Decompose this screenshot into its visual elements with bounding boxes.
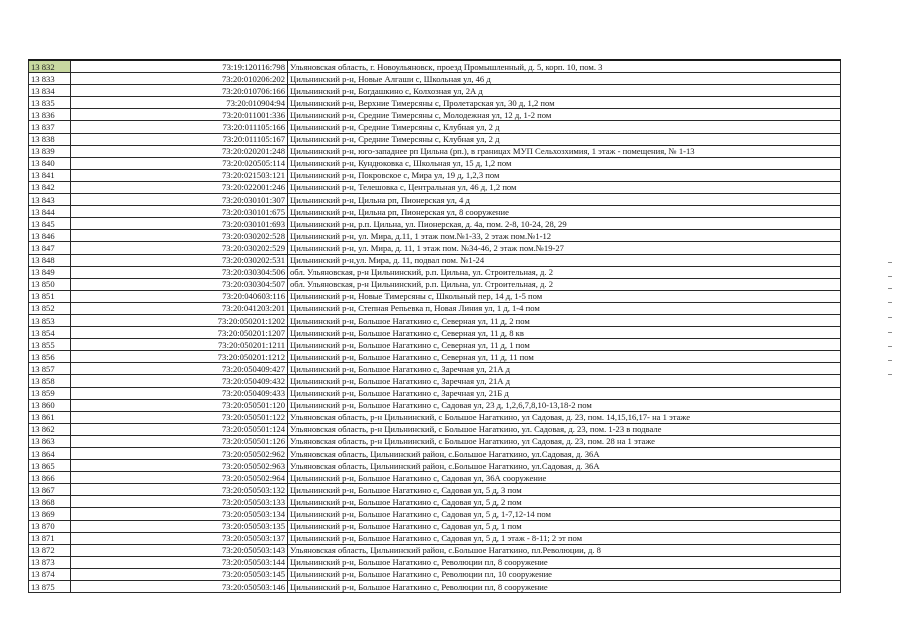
address-cell: Цильнинский р-н, Большое Нагаткино с, Садовая ул, 5 д, 1-7,12-14 пом [288,508,841,520]
table-row [29,508,841,520]
table-row [29,351,841,363]
row-number-cell: 13 873 [29,556,71,568]
address-cell: обл. Ульяновская, р-н Цильнинский, р.п. Цильна, ул. Строительная, д. 2 [288,278,841,290]
cadastral-number-cell: 73:20:050201:1212 [71,351,288,363]
table-row [29,242,841,254]
row-number-cell: 13 863 [29,435,71,447]
table-row [29,532,841,544]
table-row [29,339,841,351]
row-number-cell: 13 859 [29,387,71,399]
cadastral-number-cell: 73:20:050201:1211 [71,339,288,351]
row-number-cell: 13 866 [29,472,71,484]
address-cell: Ульяновская область, р-н Цильнинский, с Большое Нагаткино, ул. Садовая, д. 23, пом. 1-23 в подвале [288,423,841,435]
table-row [29,375,841,387]
cadastral-number-cell: 73:20:050502:963 [71,460,288,472]
address-cell: Цильнинский р-н, ул. Мира, д.11, 1 этаж пом.№1-33, 2 этаж пом.№1-12 [288,230,841,242]
cadastral-number-cell: 73:20:050503:137 [71,532,288,544]
table-row [29,230,841,242]
table-row [29,109,841,121]
table-row [29,302,841,314]
address-cell: Цильнинский р-н, ул. Мира, д. 11, 1 этаж пом. №34-46, 2 этаж пом.№19-27 [288,242,841,254]
cadastral-number-cell: 73:20:050503:145 [71,568,288,580]
row-number-cell: 13 849 [29,266,71,278]
table-row [29,399,841,411]
row-number-cell: 13 842 [29,181,71,193]
cadastral-number-cell: 73:20:030101:307 [71,194,288,206]
address-cell: Цильнинский р-н, Большое Нагаткино с, Революции пл, 8 сооружение [288,556,841,568]
cadastral-number-cell: 73:20:021503:121 [71,169,288,181]
table-row [29,484,841,496]
address-cell: Цильнинский р-н, Большое Нагаткино с, Садовая ул, 5 д, 2 пом [288,496,841,508]
row-number-cell: 13 871 [29,532,71,544]
table-row [29,520,841,532]
cadastral-number-cell: 73:20:050409:432 [71,375,288,387]
address-cell: Цильнинский р-н, Покровское с, Мира ул, 19 д, 1,2,3 пом [288,169,841,181]
cadastral-number-cell: 73:20:030202:528 [71,230,288,242]
cadastral-number-cell: 73:20:050503:146 [71,581,288,593]
table-row [29,496,841,508]
row-number-cell: 13 845 [29,218,71,230]
row-number-cell: 13 833 [29,73,71,85]
cadastral-number-cell: 73:20:050201:1207 [71,327,288,339]
cadastral-number-cell: 73:20:050501:122 [71,411,288,423]
address-cell: Цильнинский р-н, Большое Нагаткино с, Заречная ул, 21А д [288,375,841,387]
address-cell: Цильнинский р-н, Средние Тимерсяны с, Молодежная ул, 12 д, 1-2 пом [288,109,841,121]
row-number-cell: 13 854 [29,327,71,339]
table-row [29,206,841,218]
row-number-cell: 13 846 [29,230,71,242]
row-number-cell: 13 868 [29,496,71,508]
table-row [29,254,841,266]
table-row [29,448,841,460]
address-cell: Цильнинский р-н, Цильна рп, Пионерская ул, 4 д [288,194,841,206]
address-cell: Цильнинский р-н, юго-западнее рп Цильна (рп.), в границах МУП Сельхозхимия, 1 этаж - помещения, № 1-13 [288,145,841,157]
table-row [29,387,841,399]
table-row [29,133,841,145]
table-row [29,85,841,97]
row-number-cell: 13 835 [29,97,71,109]
address-cell: Цильнинский р-н, Большое Нагаткино с, Садовая ул, 36А сооружение [288,472,841,484]
address-cell: Цильнинский р-н, Большое Нагаткино с, Садовая ул, 5 д, 1 этаж - 8-11; 2 эт пом [288,532,841,544]
row-number-cell: 13 844 [29,206,71,218]
cadastral-number-cell: 73:20:010206:202 [71,73,288,85]
cadastral-number-cell: 73:20:020505:114 [71,157,288,169]
row-number-cell: 13 838 [29,133,71,145]
row-number-cell: 13 843 [29,194,71,206]
address-cell: Ульяновская область, р-н Цильнинский, с Большое Нагаткино, ул Садовая, д. 23, пом. 14,15,16,17- на 1 этаже [288,411,841,423]
address-cell: Цильнинский р-н,ул. Мира, д. 11, подвал пом. №1-24 [288,254,841,266]
table-row [29,73,841,85]
cadastral-number-cell: 73:20:011105:166 [71,121,288,133]
row-number-cell: 13 856 [29,351,71,363]
address-cell: Цильнинский р-н, Большое Нагаткино с, Заречная ул, 21Б д [288,387,841,399]
row-number-cell: 13 874 [29,568,71,580]
address-cell: Цильнинский р-н, Верхние Тимерсяны с, Пролетарская ул, 30 д, 1,2 пом [288,97,841,109]
row-number-cell: 13 837 [29,121,71,133]
table-row [29,314,841,326]
row-number-cell: 13 869 [29,508,71,520]
document-sheet [28,59,841,593]
registry-table [28,59,841,593]
cadastral-number-cell: 73:20:050409:433 [71,387,288,399]
address-cell: Цильнинский р-н, Степная Репьевка п, Новая Линия ул, 1 д, 1-4 пом [288,302,841,314]
address-cell: Цильнинский р-н, р.п. Цильна, ул. Пионерская, д. 4а, пом. 2-8, 10-24, 28, 29 [288,218,841,230]
margin-scan-marks [888,262,896,382]
cadastral-number-cell: 73:20:050503:134 [71,508,288,520]
address-cell: Ульяновская область, Цильнинский район, с.Большое Нагаткино, ул.Садовая, д. 36А [288,460,841,472]
cadastral-number-cell: 73:20:030202:529 [71,242,288,254]
address-cell: Ульяновская область, Цильнинский район, с.Большое Нагаткино, ул.Садовая, д. 36А [288,448,841,460]
table-row [29,556,841,568]
cadastral-number-cell: 73:20:050503:132 [71,484,288,496]
address-cell: Цильнинский р-н, Богдашкино с, Колхозная ул, 2А д [288,85,841,97]
address-cell: Цильнинский р-н, Большое Нагаткино с, Садовая ул, 5 д, 1 пом [288,520,841,532]
table-row [29,327,841,339]
address-cell: Цильнинский р-н, Большое Нагаткино с, Северная ул, 11 д, 2 пом [288,314,841,326]
cadastral-number-cell: 73:20:050501:120 [71,399,288,411]
address-cell: Цильнинский р-н, Большое Нагаткино с, Садовая ул, 23 д, 1,2,6,7,8,10-13,18-2 пом [288,399,841,411]
cadastral-number-cell: 73:20:011105:167 [71,133,288,145]
address-cell: Цильнинский р-н, Большое Нагаткино с, Северная ул, 11 д, 11 пом [288,351,841,363]
table-row [29,121,841,133]
cadastral-number-cell: 73:20:022001:246 [71,181,288,193]
cadastral-number-cell: 73:20:050501:126 [71,435,288,447]
address-cell: Ульяновская область, Цильнинский район, с.Большое Нагаткино, пл.Революции, д. 8 [288,544,841,556]
table-row [29,411,841,423]
table-row [29,423,841,435]
row-number-cell: 13 858 [29,375,71,387]
cadastral-number-cell: 73:20:050502:962 [71,448,288,460]
table-row [29,460,841,472]
cadastral-number-cell: 73:20:030304:506 [71,266,288,278]
address-cell: Цильнинский р-н, Большое Нагаткино с, Северная ул, 11 д, 8 кв [288,327,841,339]
row-number-cell: 13 860 [29,399,71,411]
cadastral-number-cell: 73:20:050201:1202 [71,314,288,326]
cadastral-number-cell: 73:19:120116:798 [71,60,288,73]
cadastral-number-cell: 73:20:050503:144 [71,556,288,568]
cadastral-number-cell: 73:20:050503:135 [71,520,288,532]
address-cell: Цильнинский р-н, Телешовка с, Центральная ул, 46 д, 1,2 пом [288,181,841,193]
row-number-cell: 13 853 [29,314,71,326]
row-number-cell: 13 834 [29,85,71,97]
row-number-cell: 13 852 [29,302,71,314]
row-number-cell: 13 832 [29,60,71,73]
table-row [29,544,841,556]
row-number-cell: 13 855 [29,339,71,351]
row-number-cell: 13 848 [29,254,71,266]
table-row [29,60,841,73]
address-cell: Цильнинский р-н, Цильна рп, Пионерская ул, 8 сооружение [288,206,841,218]
row-number-cell: 13 875 [29,581,71,593]
table-row [29,181,841,193]
cadastral-number-cell: 73:20:050409:427 [71,363,288,375]
table-row [29,568,841,580]
address-cell: Цильнинский р-н, Большое Нагаткино с, Революции пл, 10 сооружение [288,568,841,580]
row-number-cell: 13 867 [29,484,71,496]
address-cell: Цильнинский р-н, Большое Нагаткино с, Северная ул, 11 д, 1 пом [288,339,841,351]
cadastral-number-cell: 73:20:010706:166 [71,85,288,97]
row-number-cell: 13 851 [29,290,71,302]
address-cell: Цильнинский р-н, Средние Тимерсяны с, Клубная ул, 2 д [288,133,841,145]
row-number-cell: 13 865 [29,460,71,472]
address-cell: обл. Ульяновская, р-н Цильнинский, р.п. Цильна, ул. Строительная, д. 2 [288,266,841,278]
row-number-cell: 13 872 [29,544,71,556]
table-row [29,266,841,278]
cadastral-number-cell: 73:20:050503:143 [71,544,288,556]
cadastral-number-cell: 73:20:030304:507 [71,278,288,290]
cadastral-number-cell: 73:20:030202:531 [71,254,288,266]
table-row [29,97,841,109]
table-row [29,145,841,157]
address-cell: Цильнинский р-н, Большое Нагаткино с, Революции пл, 8 сооружение [288,581,841,593]
table-row [29,278,841,290]
address-cell: Цильнинский р-н, Новые Алгаши с, Школьная ул, 46 д [288,73,841,85]
cadastral-number-cell: 73:20:041203:201 [71,302,288,314]
address-cell: Ульяновская область, г. Новоульяновск, проезд Промышленный, д. 5, корп. 10, пом. 3 [288,60,841,73]
table-row [29,435,841,447]
cadastral-number-cell: 73:20:050501:124 [71,423,288,435]
address-cell: Цильнинский р-н, Новые Тимерсяны с, Школьный пер, 14 д, 1-5 пом [288,290,841,302]
table-row [29,194,841,206]
cadastral-number-cell: 73:20:020201:248 [71,145,288,157]
row-number-cell: 13 841 [29,169,71,181]
cadastral-number-cell: 73:20:050502:964 [71,472,288,484]
row-number-cell: 13 840 [29,157,71,169]
row-number-cell: 13 850 [29,278,71,290]
row-number-cell: 13 836 [29,109,71,121]
registry-table-body [29,60,841,593]
address-cell: Цильнинский р-н, Большое Нагаткино с, Заречная ул, 21А д [288,363,841,375]
row-number-cell: 13 864 [29,448,71,460]
table-row [29,157,841,169]
cadastral-number-cell: 73:20:040603:116 [71,290,288,302]
row-number-cell: 13 862 [29,423,71,435]
address-cell: Цильнинский р-н, Большое Нагаткино с, Садовая ул, 5 д, 3 пом [288,484,841,496]
cadastral-number-cell: 73:20:030101:675 [71,206,288,218]
address-cell: Цильнинский р-н, Кундюковка с, Школьная ул, 15 д, 1,2 пом [288,157,841,169]
row-number-cell: 13 839 [29,145,71,157]
table-row [29,218,841,230]
row-number-cell: 13 857 [29,363,71,375]
table-row [29,581,841,593]
table-row [29,290,841,302]
cadastral-number-cell: 73:20:030101:693 [71,218,288,230]
row-number-cell: 13 870 [29,520,71,532]
row-number-cell: 13 847 [29,242,71,254]
cadastral-number-cell: 73:20:050503:133 [71,496,288,508]
address-cell: Цильнинский р-н, Средние Тимерсяны с, Клубная ул, 2 д [288,121,841,133]
cadastral-number-cell: 73:20:010904:94 [71,97,288,109]
table-row [29,472,841,484]
row-number-cell: 13 861 [29,411,71,423]
cadastral-number-cell: 73:20:011001:336 [71,109,288,121]
table-row [29,363,841,375]
address-cell: Ульяновская область, р-н Цильнинский, с Большое Нагаткино, ул Садовая, д. 23, пом. 28 на 1 этаже [288,435,841,447]
table-row [29,169,841,181]
